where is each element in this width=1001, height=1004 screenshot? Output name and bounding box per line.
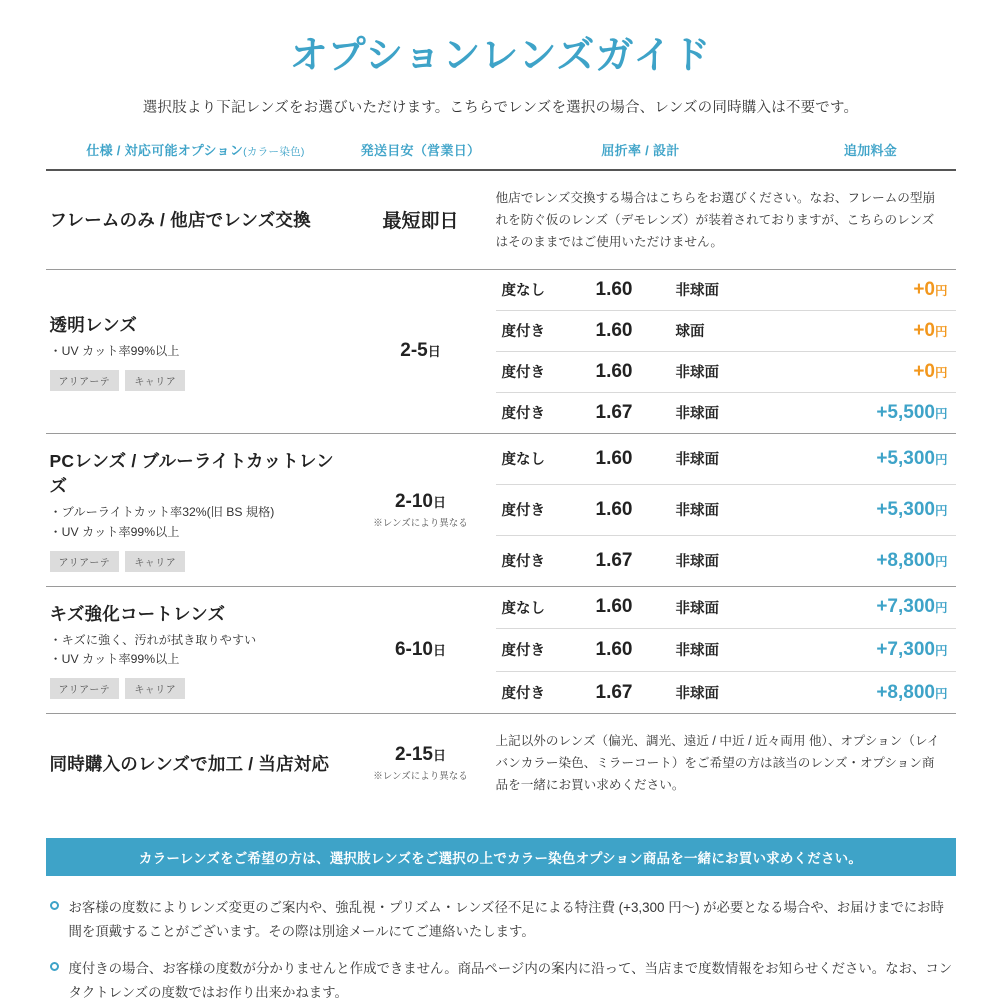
table-row: [46, 714, 956, 813]
lens-tags: [50, 678, 342, 699]
list-item: [46, 896, 956, 943]
price-value: +0: [913, 360, 935, 382]
design-value: 非球面: [675, 503, 719, 520]
lens-name: 透明レンズ: [49, 314, 138, 335]
design-value: 非球面: [675, 600, 719, 617]
price-cell: [786, 269, 956, 310]
tag-ariate: アリアーテ: [50, 551, 120, 572]
lens-options-body: [46, 170, 956, 813]
lens-description: 他店でレンズ交換する場合はこちらをお選びください。なお、フレームの型崩れを防ぐ仮のレンズ（デモレンズ）が装着されておりますが、こちらのレンズはそのままではご使用いただけません。: [495, 190, 936, 249]
lens-name-cell: [46, 170, 346, 270]
degree-value: 度なし: [501, 452, 545, 469]
shipping-value: 6-10: [394, 638, 433, 660]
index-value: 1.67: [595, 401, 633, 423]
design-value: 非球面: [675, 365, 719, 382]
shipping-cell: [346, 714, 496, 813]
degree-value: 度付き: [501, 406, 545, 423]
note-text: お客様の度数によりレンズ変更のご案内や、強乱視・プリズム・レンズ径不足による特注費 (+3,300 円～) が必要となる場合や、お届けまでにお時間を頂戴することがございます。その際は別途メールにてご連絡いたします。: [68, 900, 944, 939]
shipping-value: 2-15: [394, 744, 433, 766]
table-row: [46, 269, 956, 310]
price-value: +5,500: [876, 401, 935, 423]
design-value: 球面: [675, 324, 705, 341]
price-unit: 円: [934, 324, 948, 339]
bullet-icon: [50, 962, 59, 971]
price-value: +0: [913, 278, 935, 300]
index-value: 1.60: [595, 498, 633, 520]
column-header-spec-note: (カラー染色): [243, 145, 305, 158]
price-unit: 円: [934, 283, 948, 298]
table-row: [46, 170, 956, 270]
degree-value: 度なし: [501, 283, 545, 300]
price-cell: [786, 484, 956, 535]
lens-name: 同時購入のレンズで加工: [49, 753, 244, 774]
price-cell: [786, 671, 956, 714]
design-value: 非球面: [675, 283, 719, 300]
price-unit: 円: [934, 643, 948, 658]
shipping-value: 2-10: [394, 490, 433, 512]
design-value: 非球面: [675, 643, 719, 660]
price-value: +8,800: [876, 681, 935, 703]
index-value: 1.67: [595, 681, 633, 703]
price-unit: 円: [934, 406, 948, 421]
bullet-icon: [50, 901, 59, 910]
lens-options-table: [46, 139, 956, 813]
lens-feature: ・ブルーライトカット率32%(旧 BS 規格): [49, 504, 275, 519]
shipping-unit: 日: [427, 344, 441, 360]
list-item: [46, 957, 956, 1004]
price-unit: 円: [934, 452, 948, 467]
lens-feature: ・キズに強く、汚れが拭き取りやすい: [49, 632, 257, 647]
table-row: [46, 586, 956, 629]
lens-feature: ・UV カット率99%以上: [49, 343, 180, 358]
degree-value: 度付き: [501, 554, 545, 571]
shipping-unit: 日: [433, 642, 447, 658]
design-value: 非球面: [675, 452, 719, 469]
shipping-cell: [346, 170, 496, 270]
price-value: +0: [913, 319, 935, 341]
design-value: 非球面: [675, 686, 719, 702]
price-unit: 円: [934, 686, 948, 701]
price-value: +7,300: [876, 638, 935, 660]
price-value: +5,300: [876, 447, 935, 469]
column-header-spec: [46, 139, 346, 170]
degree-value: 度付き: [501, 686, 545, 702]
lens-name-cell: [46, 714, 346, 813]
index-value: 1.60: [595, 447, 633, 469]
column-header-shipping: 発送目安（営業日）: [360, 142, 481, 158]
tag-carrier: キャリア: [125, 678, 185, 699]
lens-name-cell: [46, 586, 346, 714]
tag-ariate: アリアーテ: [50, 370, 120, 391]
index-value: 1.60: [595, 319, 633, 341]
price-value: +5,300: [876, 498, 935, 520]
degree-value: 度付き: [501, 503, 545, 520]
lens-name-sub: / 当店対応: [243, 753, 330, 774]
column-header-price: 追加料金: [843, 142, 898, 158]
notes-list: [46, 896, 956, 1004]
tag-carrier: キャリア: [125, 551, 185, 572]
shipping-note: ※レンズにより異なる: [373, 771, 468, 783]
index-value: 1.60: [595, 360, 633, 382]
lens-description: 上記以外のレンズ（偏光、調光、遠近 / 中近 / 近々両用 他）、オプション（レイバンカラー染色、ミラーコート）をご希望の方は該当のレンズ・オプション商品を一緒にお買い求めください。: [495, 734, 940, 793]
tag-carrier: キャリア: [125, 370, 185, 391]
design-value: 非球面: [675, 406, 719, 423]
lens-name: キズ強化コートレンズ: [49, 603, 226, 624]
tag-ariate: アリアーテ: [50, 678, 120, 699]
degree-value: 度付き: [501, 365, 545, 382]
shipping-value: 最短即日: [382, 211, 459, 233]
price-cell: [786, 310, 956, 351]
price-unit: 円: [934, 601, 948, 616]
lens-feature: ・UV カット率99%以上: [49, 524, 180, 539]
index-value: 1.60: [595, 278, 633, 300]
degree-value: 度付き: [501, 324, 545, 341]
lens-name-cell: [46, 433, 346, 586]
price-cell: [786, 392, 956, 433]
shipping-unit: 日: [433, 494, 447, 510]
price-value: +8,800: [876, 549, 935, 571]
note-text: 度付きの場合、お客様の度数が分かりませんと作成できません。商品ページ内の案内に沿って、当店まで度数情報をお知らせください。なお、コンタクトレンズの度数ではお作り出来かねます。: [68, 961, 953, 1000]
lens-name-sub: / ブルーライトカットレンズ: [49, 450, 334, 496]
column-header-spec-main: 仕様 / 対応可能オプション: [86, 142, 244, 158]
index-value: 1.67: [595, 549, 633, 571]
price-value: +7,300: [876, 596, 935, 618]
column-header-index: 屈折率 / 設計: [601, 142, 680, 158]
degree-value: 度付き: [501, 643, 545, 660]
shipping-cell: [346, 269, 496, 433]
price-cell: [786, 351, 956, 392]
design-value: 非球面: [675, 554, 719, 571]
shipping-cell: [346, 433, 496, 586]
price-unit: 円: [934, 365, 948, 380]
price-cell: [786, 586, 956, 629]
lens-name: フレームのみ: [49, 210, 155, 231]
page-title: オプションレンズガイド: [289, 35, 712, 77]
lens-feature: ・UV カット率99%以上: [49, 652, 180, 667]
shipping-note: ※レンズにより異なる: [373, 517, 468, 529]
price-cell: [786, 433, 956, 484]
page-subtitle: 選択肢より下記レンズをお選びいただけます。こちらでレンズを選択の場合、レンズの同時購入は不要です。: [142, 99, 859, 116]
price-cell: [786, 629, 956, 672]
price-unit: 円: [934, 503, 948, 518]
degree-value: 度なし: [501, 600, 545, 617]
table-row: [46, 433, 956, 484]
lens-name-cell: [46, 269, 346, 433]
price-cell: [786, 535, 956, 586]
price-unit: 円: [934, 554, 948, 569]
index-value: 1.60: [595, 596, 633, 618]
shipping-cell: [346, 586, 496, 714]
lens-tags: [50, 370, 342, 391]
lens-name: PCレンズ: [49, 450, 127, 471]
shipping-unit: 日: [433, 748, 447, 764]
shipping-value: 2-5: [400, 340, 428, 362]
index-value: 1.60: [595, 638, 633, 660]
lens-name-sub: / 他店でレンズ交換: [155, 210, 311, 231]
lens-tags: [50, 551, 342, 572]
color-lens-banner: カラーレンズをご希望の方は、選択肢レンズをご選択の上でカラー染色オプション商品を一緒にお買い求めください。: [46, 838, 956, 876]
